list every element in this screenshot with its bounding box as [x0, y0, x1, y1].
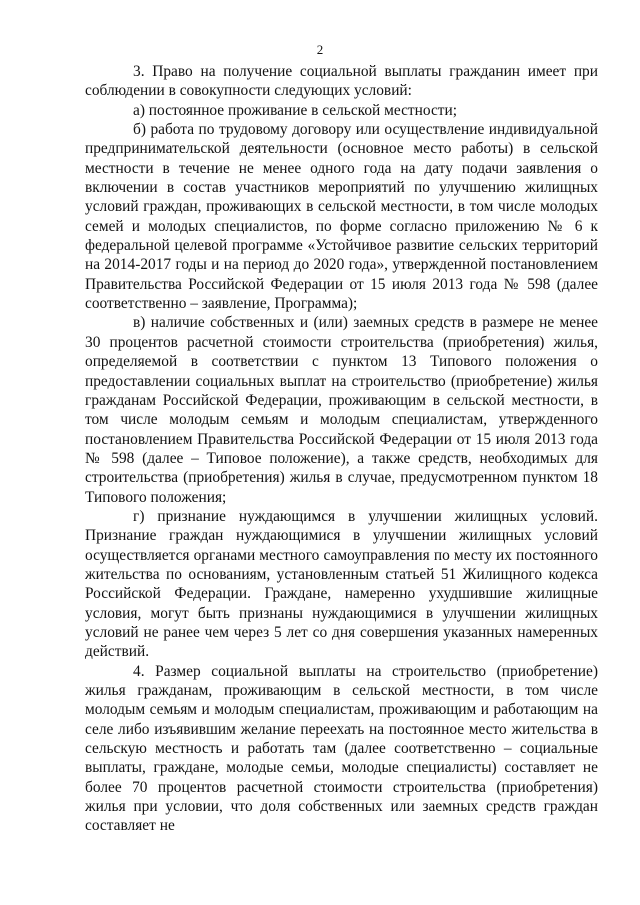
page-number: 2: [316, 42, 324, 57]
document-body: [85, 62, 598, 836]
paragraph-subitem-b: б) работа по трудовому договору или осуществление индивидуальной предпринимательской деятельности (основное место работы) в сельской местности в течение не менее одного года на дату подачи заявления о включении в состав участников мероприятий по улучшению жилищных условий граждан, проживающих в сельской местности, в том числе молодых семей и молодых специалистов, по форме согласно приложению № 6 к федеральной целевой программе «Устойчивое развитие сельских территорий на 2014-2017 годы и на период до 2020 года», утвержденной постановлением Правительства Российской Федерации от 15 июля 2013 года № 598 (далее соответственно – заявление, Программа);: [85, 121, 598, 313]
paragraph-item-3: 3. Право на получение социальной выплаты гражданин имеет при соблюдении в совокупности следующих условий:: [85, 63, 598, 100]
paragraph-subitem-v: в) наличие собственных и (или) заемных средств в размере не менее 30 процентов расчетной стоимости строительства (приобретения) жилья, определяемой в соответствии с пунктом 13 Типового положения о предоставлении социальных выплат на строительство (приобретение) жилья гражданам Российской Федерации, проживающим в сельской местности, в том числе молодым семьям и молодым специалистам, утвержденного постановлением Правительства Российской Федерации от 15 июля 2013 года № 598 (далее – Типовое положение), а также средств, необходимых для строительства (приобретения) жилья в случае, предусмотренном пунктом 18 Типового положения;: [85, 314, 598, 506]
paragraph-subitem-g: г) признание нуждающимся в улучшении жилищных условий. Признание граждан нуждающимися в улучшении жилищных условий осуществляется органами местного самоуправления по месту их постоянного жительства по основаниям, установленным статьей 51 Жилищного кодекса Российской Федерации. Граждане, намеренно ухудшившие жилищные условия, могут быть признаны нуждающимися в улучшении жилищных условий не ранее чем через 5 лет со дня совершения указанных намеренных действий.: [85, 507, 598, 661]
paragraph-item-4: 4. Размер социальной выплаты на строительство (приобретение) жилья гражданам, проживающим в сельской местности, в том числе молодым семьям и молодым специалистам, проживающим и работающим на селе либо изъявившим желание переехать на постоянное место жительства в сельскую местность и работать там (далее соответственно – социальные выплаты, граждане, молодые семьи, молодые специалисты) составляет не более 70 процентов расчетной стоимости строительства (приобретения) жилья при условии, что доля собственных или заемных средств граждан составляет не: [85, 662, 598, 835]
paragraph-subitem-a: а) постоянное проживание в сельской местности;: [133, 101, 458, 119]
